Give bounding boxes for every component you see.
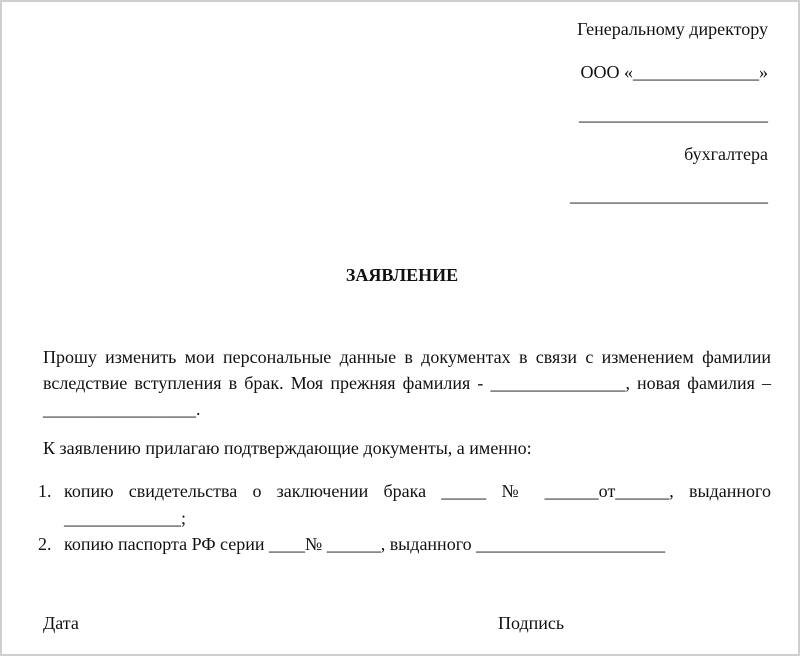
- list-item-number: 1.: [38, 481, 52, 501]
- list-item-continuation: _____________;: [64, 508, 187, 528]
- request-paragraph: Прошу изменить мои персональные данные в документах в связи с изменением фамилии вследствие вступления в брак. Моя прежняя фамилия - _______________, новая фамилия – _________________.: [43, 347, 771, 419]
- blank-name-line: _____________________: [579, 104, 768, 124]
- company-line: ООО «______________»: [580, 62, 768, 82]
- list-item-text: копию паспорта РФ серии ____№ ______, выданного _____________________: [64, 534, 666, 554]
- position-line: бухгалтера: [684, 144, 768, 164]
- list-item-number: 2.: [38, 534, 52, 554]
- attachments-intro: К заявлению прилагаю подтверждающие документы, а именно:: [43, 438, 532, 458]
- date-label: Дата: [43, 613, 79, 633]
- addressee-line: Генеральному директору: [577, 19, 768, 39]
- blank-signature-line: ______________________: [570, 185, 768, 205]
- document-title: ЗАЯВЛЕНИЕ: [345, 265, 459, 285]
- signature-label: Подпись: [498, 613, 565, 633]
- list-item-text: копию свидетельства о заключении брака _____ № ______от______, выданного: [64, 481, 771, 501]
